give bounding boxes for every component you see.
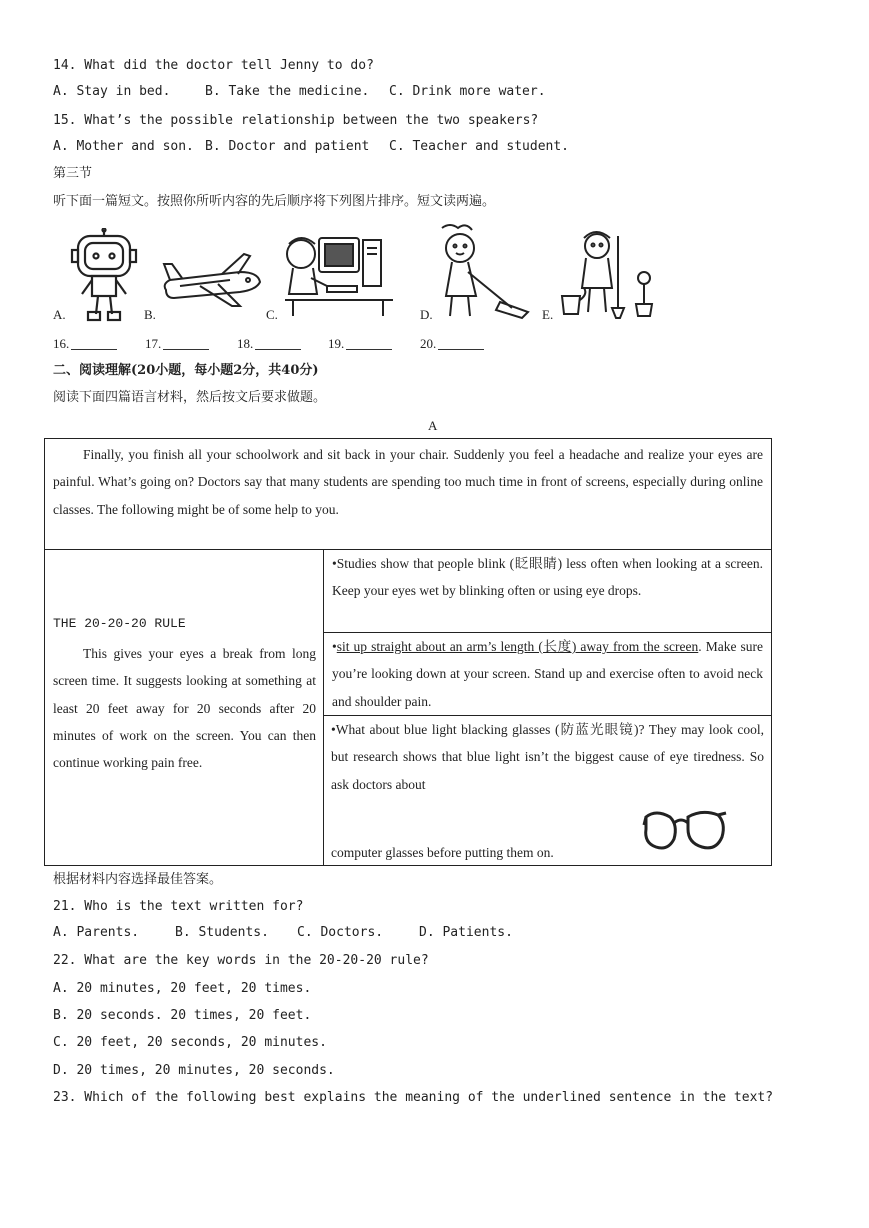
q14-option-b: B. Take the medicine. [205, 84, 370, 99]
boy-gardening-icon [558, 226, 658, 324]
glasses-icon [642, 805, 728, 859]
blank-number: 17. [145, 336, 162, 351]
tip-posture-rest: . Make sure you’re looking down at your screen. Stand up and exercise often to avoid neck and shoulder pain. [332, 639, 763, 709]
q21-option-c: C. Doctors. [297, 925, 384, 940]
rule-text: This gives your eyes a break from long screen time. It suggests looking at something at least 20 feet away for 20 seconds after 20 minutes of work on the screen. You can then continue working pain free. [53, 646, 316, 771]
blank-number: 20. [420, 336, 437, 351]
q15-option-a: A. Mother and son. [53, 139, 194, 154]
tip-glasses-end: computer glasses before putting them on. [331, 845, 554, 860]
picture-label-b: B. [144, 307, 156, 322]
q15-option-c: C. Teacher and student. [389, 139, 570, 154]
q21-option-a: A. Parents. [53, 925, 140, 940]
picture-label-a: A. [53, 307, 66, 322]
rule-title: THE 20-20-20 RULE [53, 616, 186, 631]
passage-label: A [428, 418, 438, 433]
q22-option-d: D. 20 times, 20 minutes, 20 seconds. [53, 1063, 335, 1078]
tip-blink: •Studies show that people blink (眨眼睛) less often when looking at a screen. Keep your eyes wet by blinking often or using eye drops. [323, 549, 772, 633]
q22-option-b: B. 20 seconds. 20 times, 20 feet. [53, 1008, 312, 1023]
question-14: 14. What did the doctor tell Jenny to do? [53, 58, 374, 73]
blank-number: 19. [328, 336, 345, 351]
blank-line [163, 349, 209, 350]
blank-line [71, 349, 117, 350]
question-22: 22. What are the key words in the 20-20-20 rule? [53, 953, 429, 968]
question-21: 21. Who is the text written for? [53, 899, 304, 914]
q22-option-a: A. 20 minutes, 20 feet, 20 times. [53, 981, 312, 996]
q14-option-a: A. Stay in bed. [53, 84, 171, 99]
computer-user-icon [283, 230, 395, 322]
answer-blank-20[interactable] [420, 336, 484, 352]
questions-instruction: 根据材料内容选择最佳答案。 [53, 872, 223, 887]
underlined-sentence: sit up straight about an arm’s length (长度) away from the screen [336, 639, 699, 654]
tip-posture-bullet: • [332, 639, 337, 654]
section-3-title: 第三节 [53, 166, 93, 181]
picture-label-d: D. [420, 307, 433, 322]
blank-line [438, 349, 484, 350]
airplane-icon [160, 250, 264, 320]
question-23: 23. Which of the following best explains the meaning of the underlined sentence in the text? [53, 1090, 774, 1105]
section-3-instruction: 听下面一篇短文。按照你所听内容的先后顺序将下列图片排序。短文读两遍。 [53, 194, 496, 209]
q14-option-c: C. Drink more water. [389, 84, 546, 99]
picture-label-e: E. [542, 307, 554, 322]
girl-sweeping-icon [432, 222, 534, 324]
blank-number: 18. [237, 336, 254, 351]
q22-option-c: C. 20 feet, 20 seconds, 20 minutes. [53, 1035, 327, 1050]
question-15: 15. What’s the possible relationship between the two speakers? [53, 113, 539, 128]
reading-instruction: 阅读下面四篇语言材料，然后按文后要求做题。 [53, 390, 327, 405]
passage-intro: Finally, you finish all your schoolwork and sit back in your chair. Suddenly you feel a headache and realize your eyes are painful. What’s going on? Doctors say that many students are spending too much time in front of screens, especially during online classes. The following might be of some help to you. [44, 438, 772, 550]
answer-blank-16[interactable] [53, 336, 117, 352]
q21-option-d: D. Patients. [419, 925, 513, 940]
blank-line [346, 349, 392, 350]
blank-number: 16. [53, 336, 70, 351]
reading-section-heading: 二、阅读理解(20小题，每小题2分，共40分) [53, 363, 319, 378]
answer-blank-17[interactable] [145, 336, 209, 352]
answer-blank-18[interactable] [237, 336, 301, 352]
tip-posture [323, 632, 772, 716]
tip-glasses-text: •What about blue light blacking glasses (防蓝光眼镜)? They may look cool, but research shows that blue light isn’t the biggest cause of eye tiredness. So ask doctors about [331, 722, 764, 792]
picture-label-c: C. [266, 307, 278, 322]
q15-option-b: B. Doctor and patient [205, 139, 370, 154]
blank-line [255, 349, 301, 350]
q21-option-b: B. Students. [175, 925, 269, 940]
answer-blank-19[interactable] [328, 336, 392, 352]
robot-icon [70, 228, 138, 328]
